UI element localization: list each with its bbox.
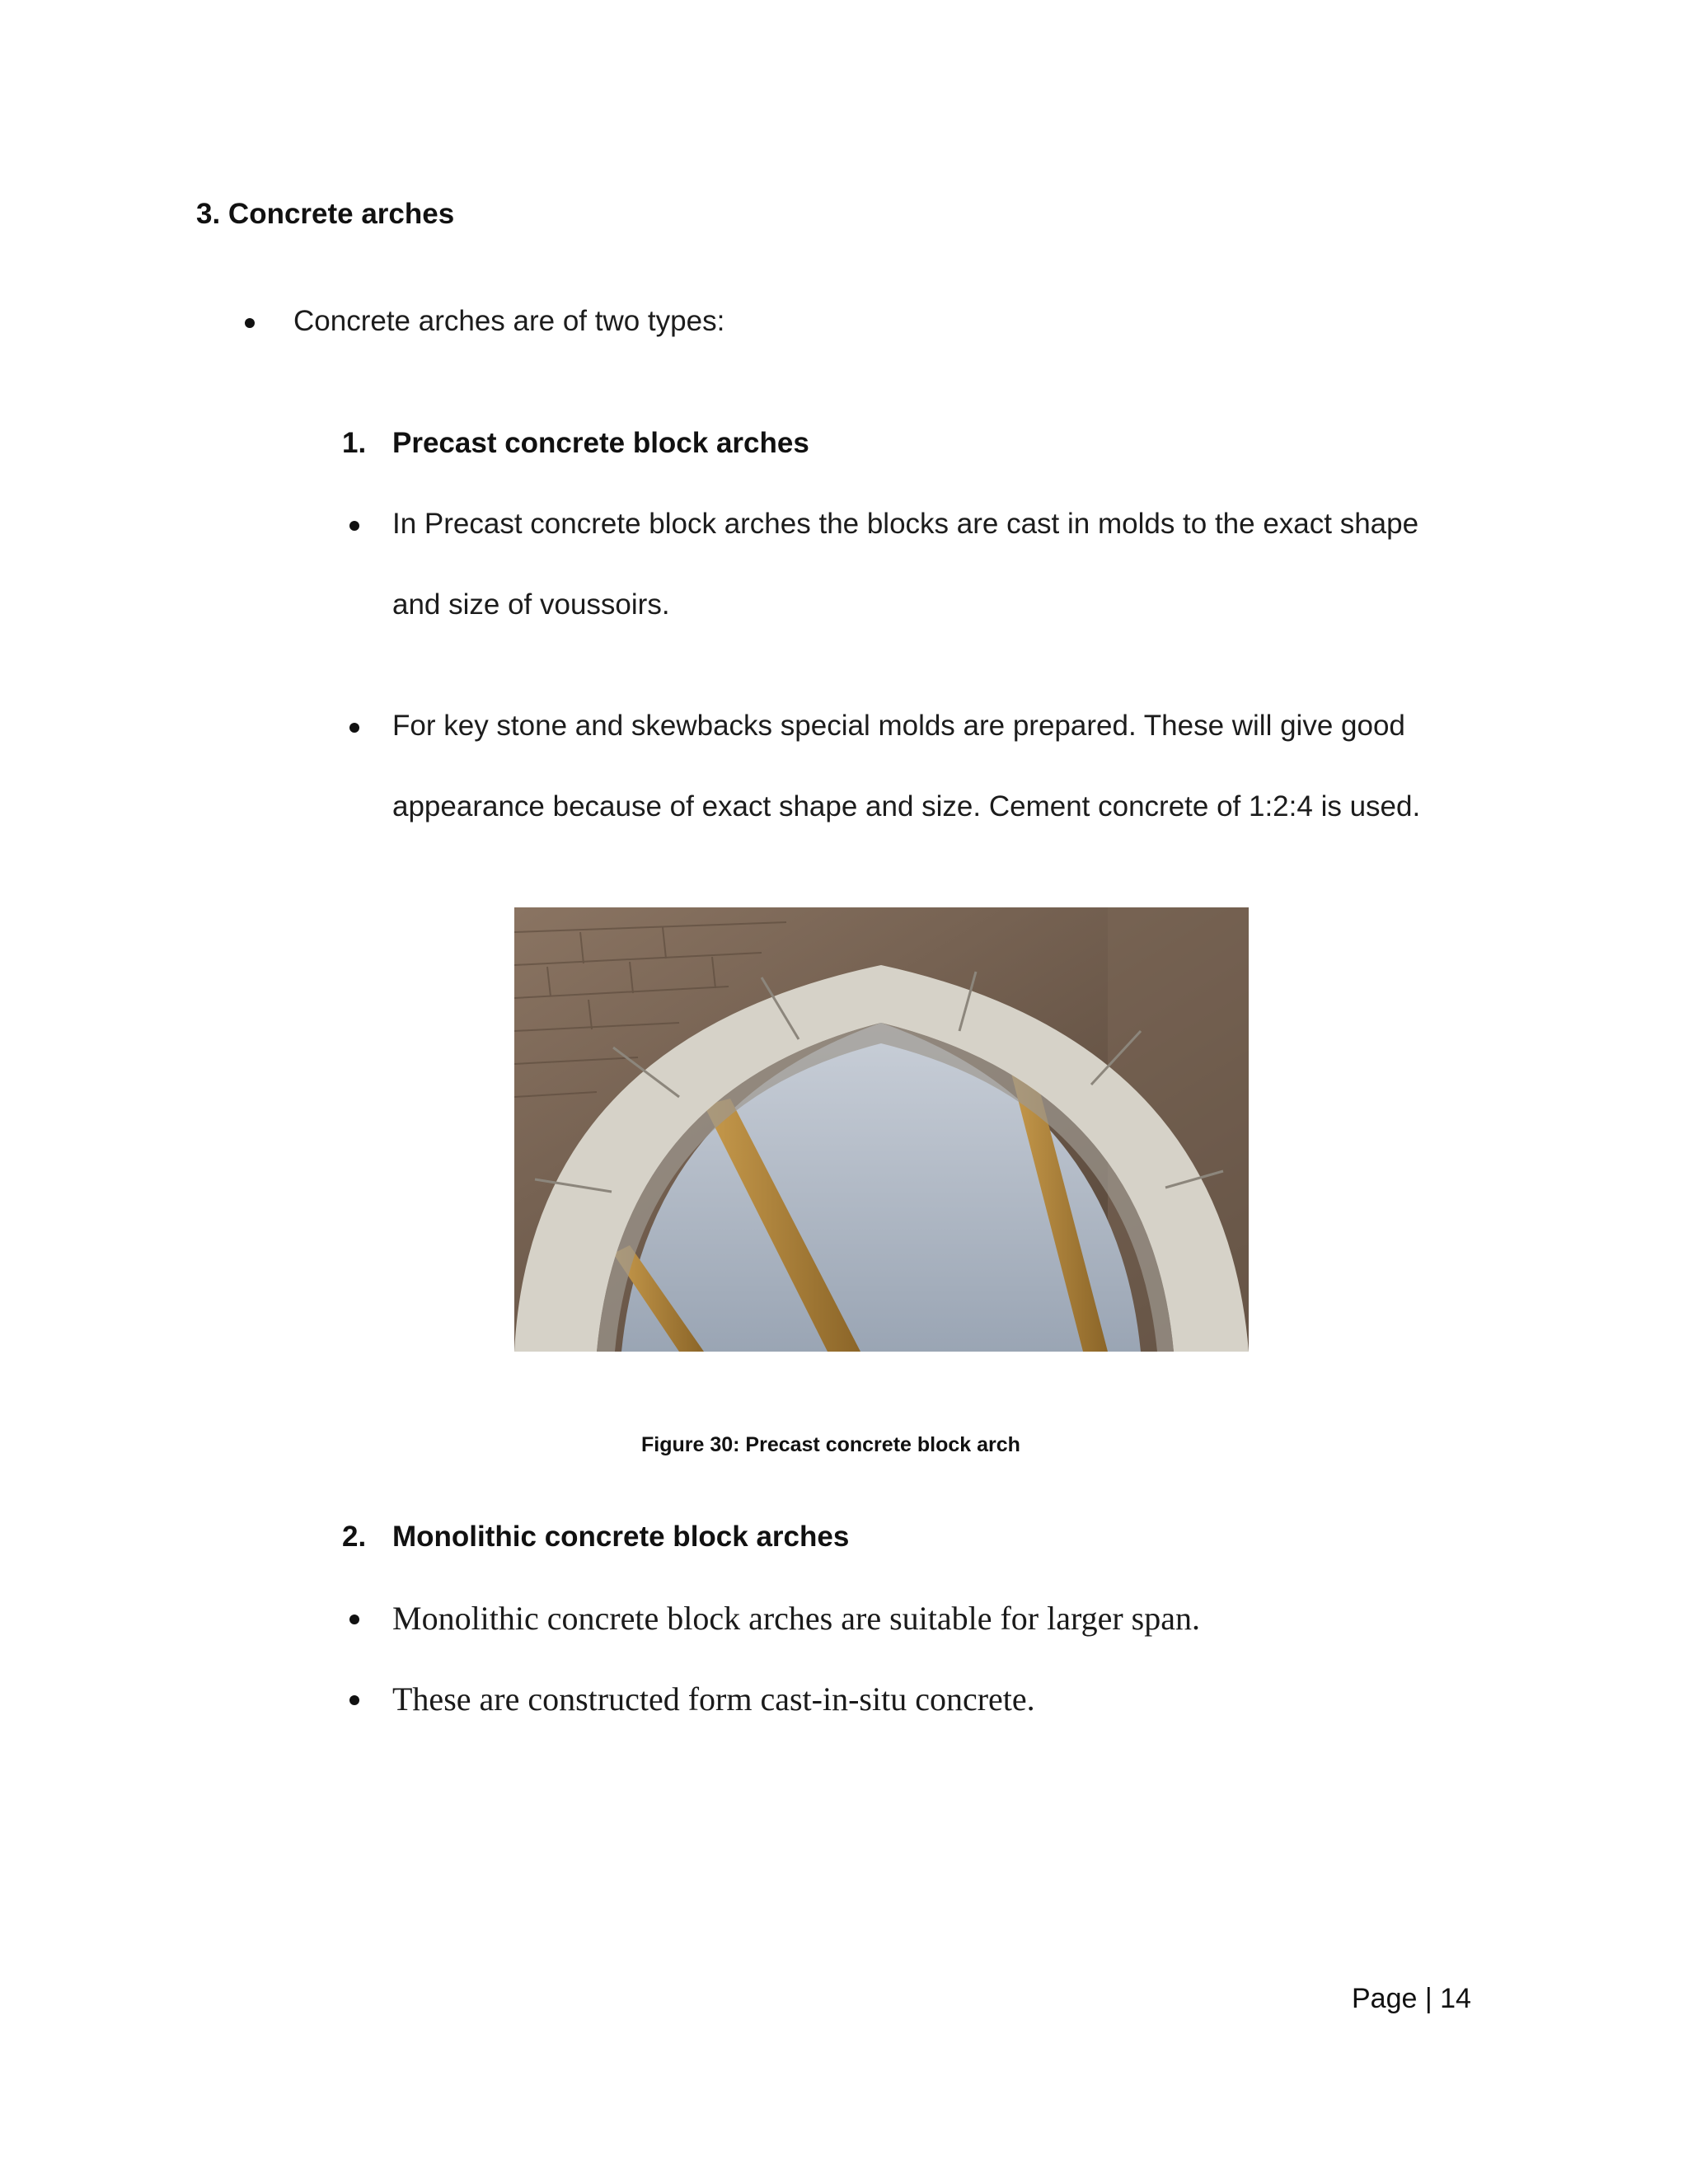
bullet-icon <box>349 723 359 733</box>
precast-bullet2-line1: For key stone and skewbacks special molds are prepared. These will give good <box>392 710 1405 742</box>
page-number: Page | 14 <box>1352 1983 1471 2014</box>
figure-caption: Figure 30: Precast concrete block arch <box>641 1433 1020 1456</box>
monolithic-bullet1-text: Monolithic concrete block arches are suitable for larger span. <box>392 1600 1200 1637</box>
precast-number: 1. <box>342 427 367 459</box>
bullet-icon <box>349 1615 359 1624</box>
monolithic-number: 2. <box>342 1521 367 1553</box>
bullet-icon <box>245 318 255 328</box>
precast-bullet1-line1: In Precast concrete block arches the blocks are cast in molds to the exact shape <box>392 508 1419 540</box>
arch-photo <box>514 907 1249 1352</box>
bullet-icon <box>349 521 359 531</box>
bullet-icon <box>349 1695 359 1705</box>
precast-bullet1-line2: and size of voussoirs. <box>392 588 670 621</box>
monolithic-bullet2-text: These are constructed form cast-in-situ concrete. <box>392 1680 1035 1718</box>
section-heading: 3. Concrete arches <box>196 198 455 230</box>
intro-bullet-text: Concrete arches are of two types: <box>293 305 725 337</box>
monolithic-heading: Monolithic concrete block arches <box>392 1521 850 1553</box>
precast-bullet2-line2: appearance because of exact shape and size. Cement concrete of 1:2:4 is used. <box>392 790 1421 823</box>
precast-heading: Precast concrete block arches <box>392 427 809 459</box>
